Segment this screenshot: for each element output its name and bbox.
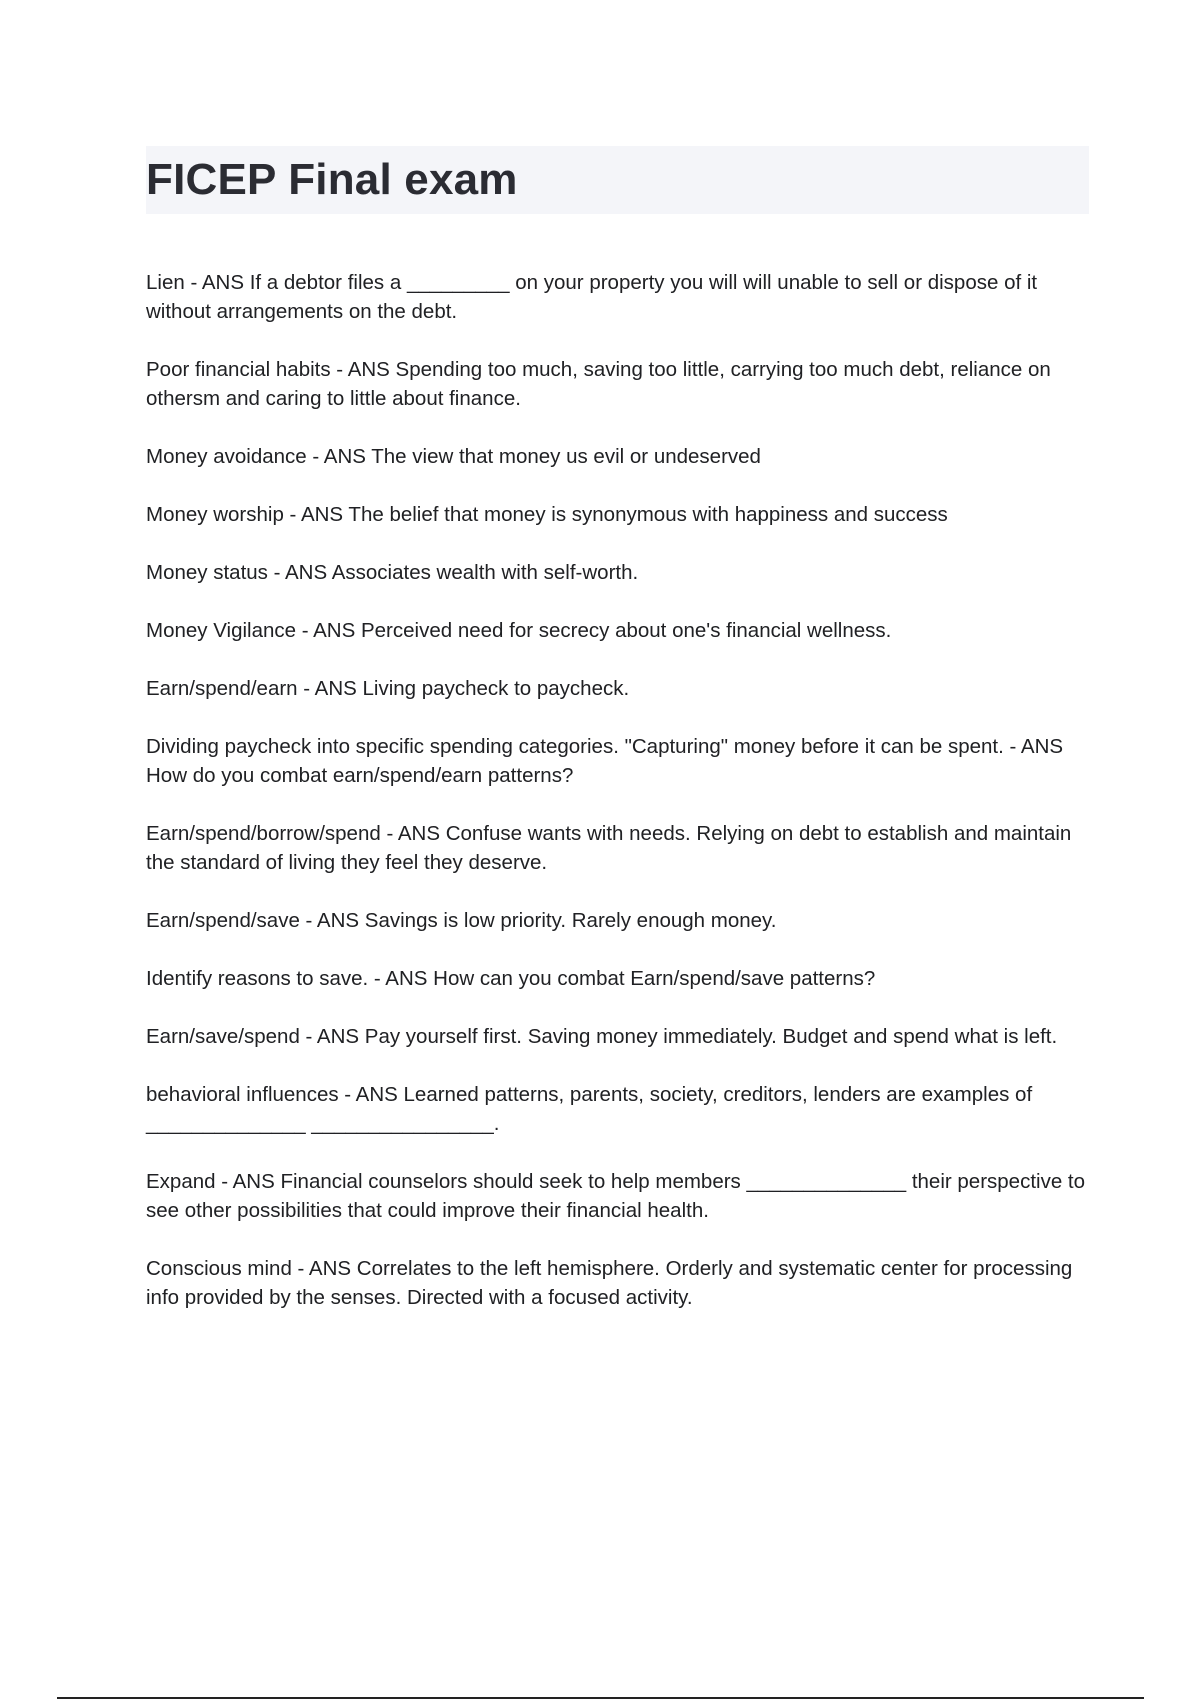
- qa-item: Conscious mind - ANS Correlates to the left hemisphere. Orderly and systematic center for processing info provided by the senses. Directed with a focused activity.: [146, 1257, 1073, 1309]
- qa-item: Lien - ANS If a debtor files a _________ on your property you will will unable to sell or dispose of it without arrangements on the debt.: [146, 271, 1038, 323]
- qa-item: Earn/spend/save - ANS Savings is low priority. Rarely enough money.: [146, 909, 777, 932]
- qa-item: Identify reasons to save. - ANS How can you combat Earn/spend/save patterns?: [146, 967, 876, 990]
- qa-item: behavioral influences - ANS Learned patterns, parents, society, creditors, lenders are examples of ______________ ________________.: [146, 1083, 1033, 1135]
- qa-item: Earn/spend/borrow/spend - ANS Confuse wants with needs. Relying on debt to establish and maintain the standard of living they feel they deserve.: [146, 822, 1072, 874]
- qa-item: Dividing paycheck into specific spending categories. "Capturing" money before it can be spent. - ANS How do you combat earn/spend/earn patterns?: [146, 735, 1064, 787]
- footer-divider: [57, 1697, 1144, 1699]
- qa-item: Poor financial habits - ANS Spending too much, saving too little, carrying too much debt, reliance on othersm and caring to little about finance.: [146, 358, 1051, 410]
- qa-item: Money Vigilance - ANS Perceived need for secrecy about one's financial wellness.: [146, 619, 892, 642]
- qa-item: Earn/save/spend - ANS Pay yourself first. Saving money immediately. Budget and spend what is left.: [146, 1025, 1058, 1048]
- page-title: FICEP Final exam: [146, 155, 518, 204]
- qa-item: Earn/spend/earn - ANS Living paycheck to paycheck.: [146, 677, 630, 700]
- qa-item: Money avoidance - ANS The view that money us evil or undeserved: [146, 445, 761, 468]
- qa-item: Expand - ANS Financial counselors should seek to help members ______________ their perspective to see other possibilities that could improve their financial health.: [146, 1170, 1086, 1222]
- qa-item: Money status - ANS Associates wealth with self-worth.: [146, 561, 639, 584]
- qa-item: Money worship - ANS The belief that money is synonymous with happiness and success: [146, 503, 948, 526]
- qa-list: [146, 268, 1091, 1341]
